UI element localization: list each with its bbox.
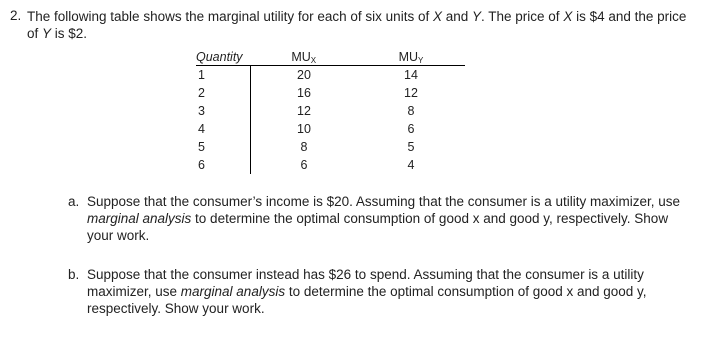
cell-mux: 16	[297, 86, 311, 100]
part-b-label: b.	[68, 267, 80, 282]
cell-muy: 8	[407, 104, 415, 118]
header-mux: MUX	[251, 48, 358, 66]
emphasis-text: marginal analysis	[87, 211, 192, 226]
table-row	[196, 102, 465, 120]
cell-quantity: 4	[196, 120, 251, 138]
cell-mux: 10	[297, 122, 311, 136]
cell-mux: 6	[300, 158, 308, 172]
table-row	[196, 66, 465, 85]
emphasis-text: marginal analysis	[180, 284, 286, 299]
cell-mux: 20	[297, 68, 311, 82]
part-a-label: a.	[68, 194, 80, 209]
header-muy: MUY	[357, 48, 465, 66]
cell-quantity: 5	[196, 138, 251, 156]
cell-mux: 8	[300, 140, 308, 154]
cell-muy: 6	[407, 122, 415, 136]
cell-quantity: 3	[196, 102, 251, 120]
table-row	[196, 84, 465, 102]
cell-quantity: 6	[196, 156, 251, 174]
question-text: The following table shows the marginal utility for each of six units of X and Y. The price of X is $4 and the price of Y is $2.	[27, 9, 687, 41]
cell-muy: 4	[407, 158, 415, 172]
cell-quantity: 1	[196, 66, 251, 85]
cell-quantity: 2	[196, 84, 251, 102]
table-header-row	[196, 48, 465, 66]
cell-muy: 14	[404, 68, 418, 82]
question-number: 2.	[10, 8, 22, 23]
header-quantity: Quantity	[196, 48, 251, 66]
part-b-text: Suppose that the consumer instead has $26 to spend. Assuming that the consumer is a utility maximizer, use marginal analysis to determine the optimal consumption of good x and good y, respectively. Show your work.	[87, 267, 647, 316]
marginal-utility-table	[196, 48, 465, 174]
cell-muy: 12	[404, 86, 418, 100]
table-row	[196, 120, 465, 138]
cell-mux: 12	[297, 104, 311, 118]
part-a-text: Suppose that the consumer’s income is $20. Assuming that the consumer is a utility maximizer, use marginal analysis to determine the optimal consumption of good x and good y, respectively. Show your work.	[87, 194, 681, 243]
table-row	[196, 138, 465, 156]
table-row	[196, 156, 465, 174]
cell-muy: 5	[407, 140, 415, 154]
